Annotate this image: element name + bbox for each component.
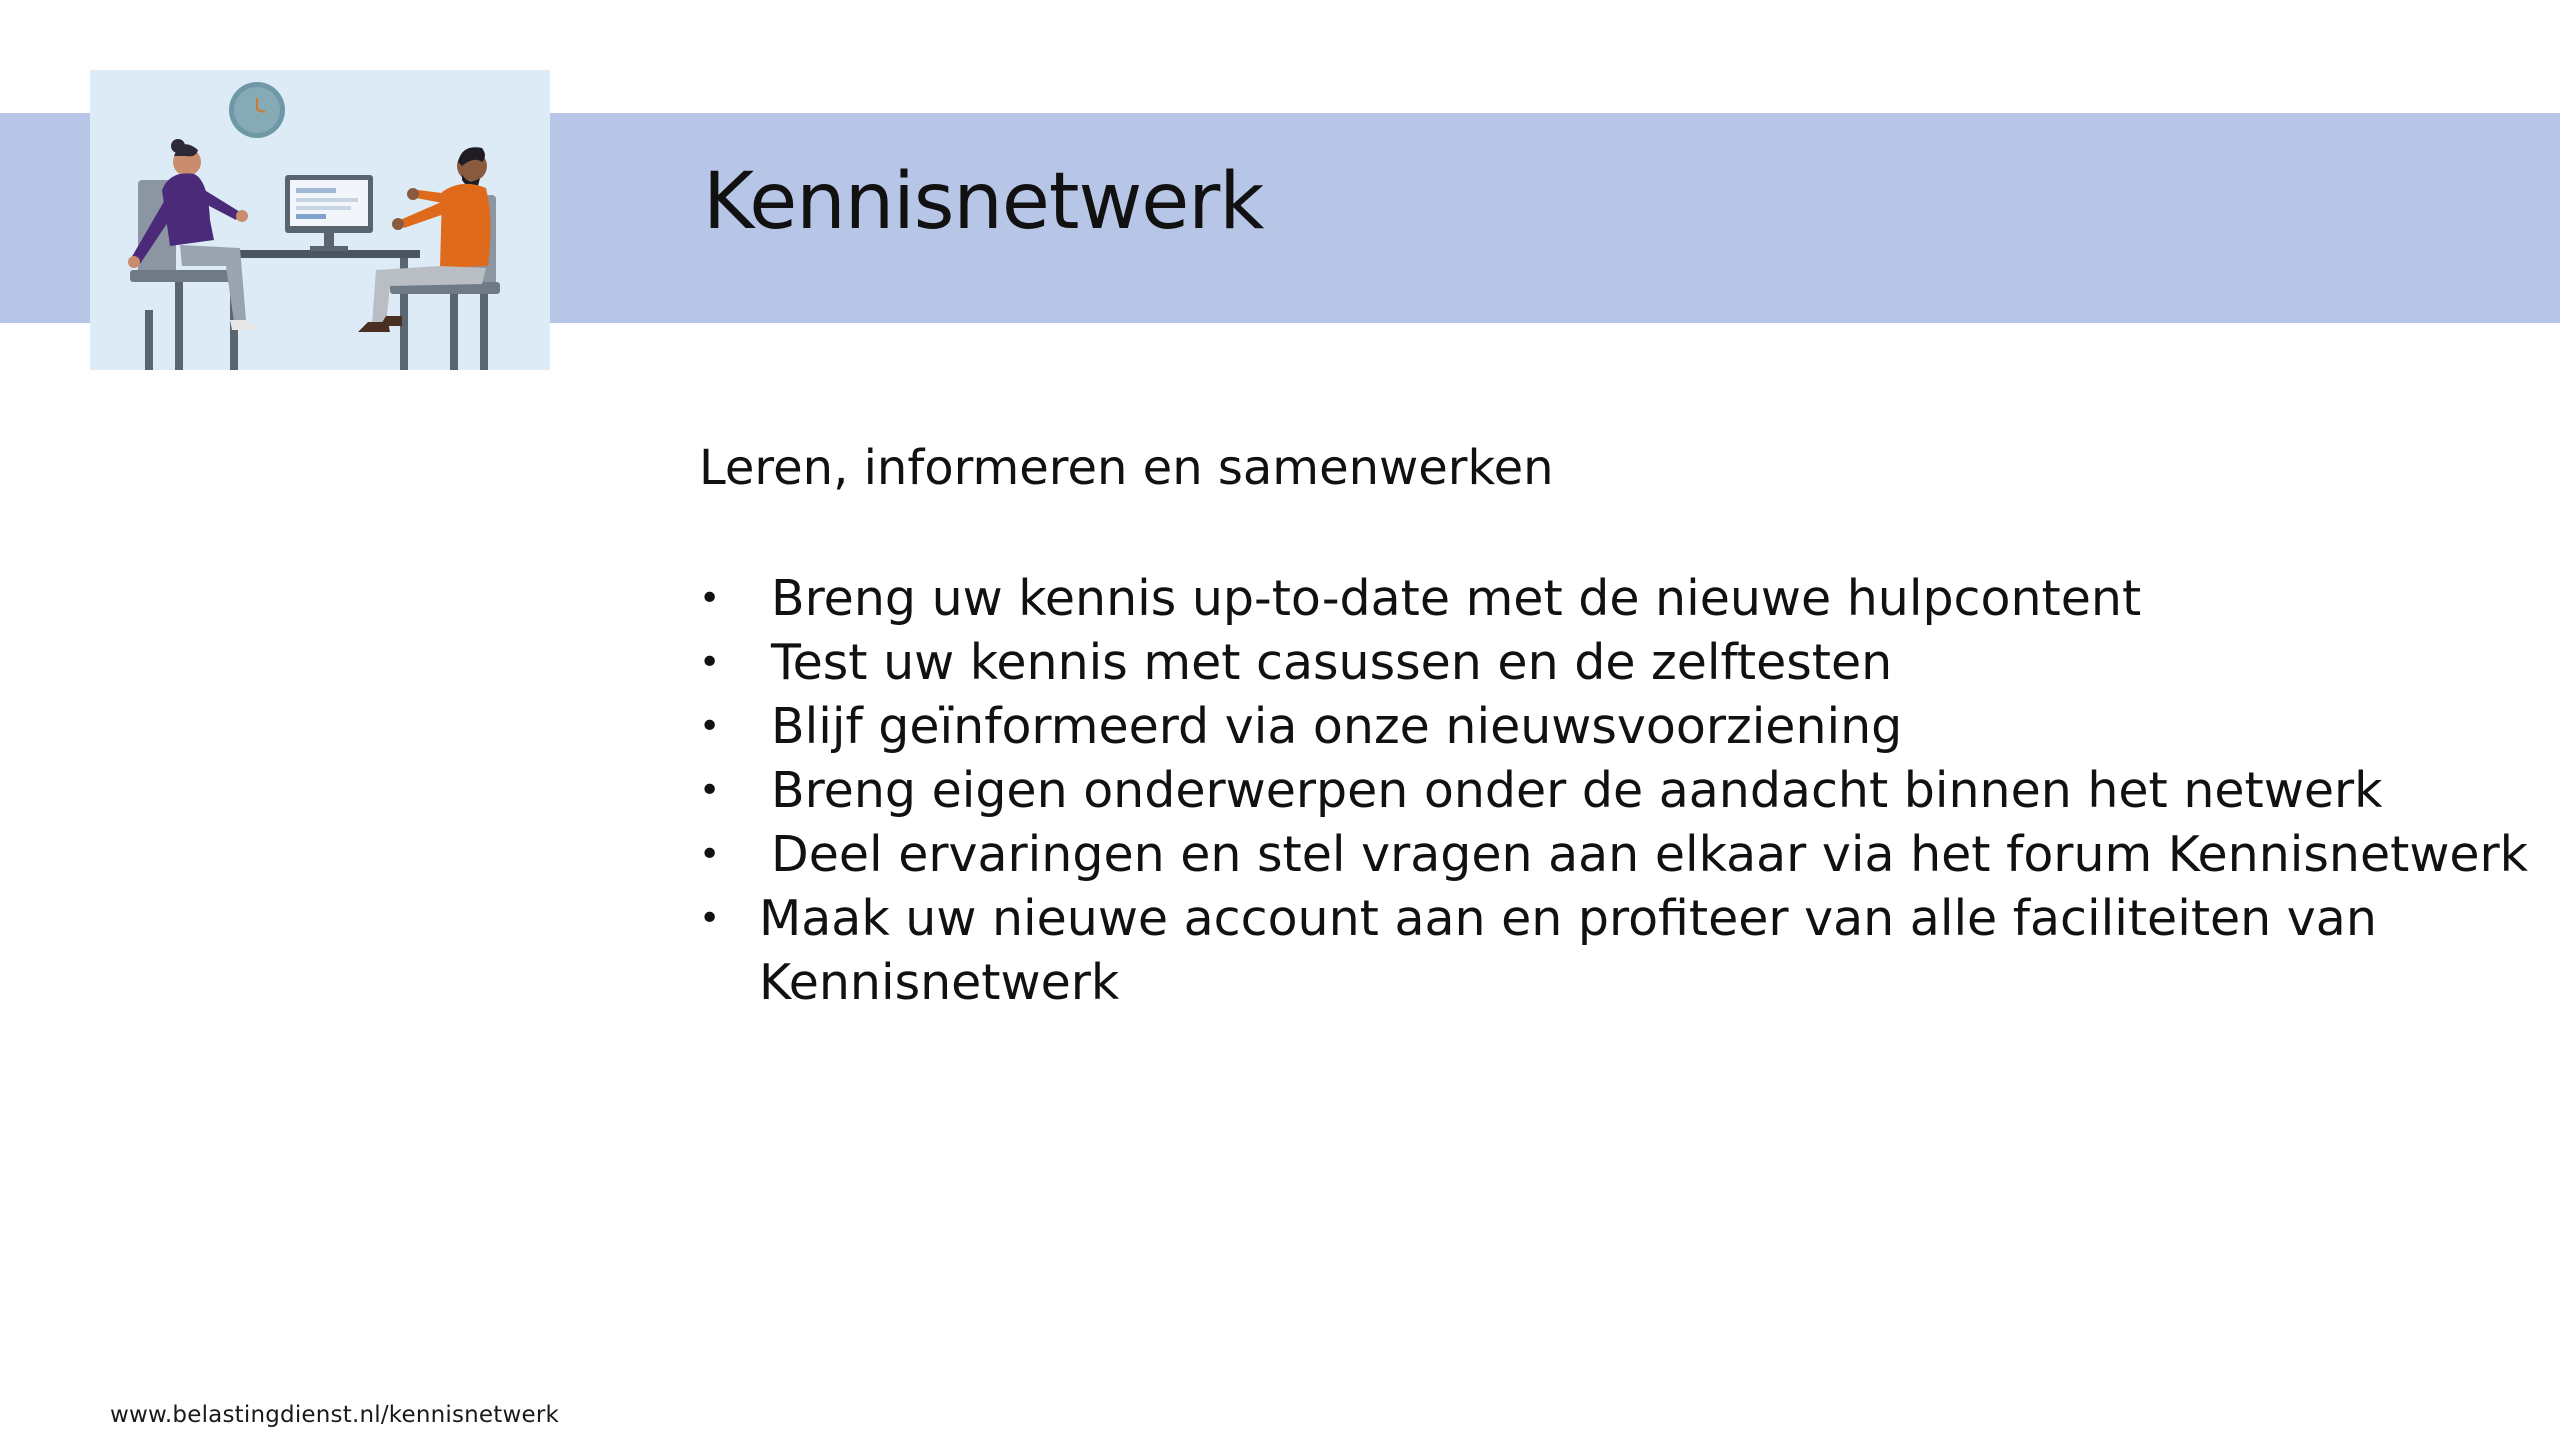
list-item bbox=[699, 695, 2539, 759]
bullet-dot-icon: • bbox=[699, 706, 721, 747]
bullet-list bbox=[699, 567, 2539, 1015]
bullet-dot-icon: • bbox=[699, 898, 721, 939]
list-item bbox=[699, 887, 2539, 1015]
list-item-text: Breng uw kennis up-to-date met de nieuwe hulpcontent bbox=[771, 570, 2142, 627]
list-item-text: Test uw kennis met casussen en de zelftesten bbox=[771, 634, 1893, 691]
meeting-illustration bbox=[90, 70, 550, 370]
list-item-text: Maak uw nieuwe account aan en profiteer van alle faciliteiten van Kennisnetwerk bbox=[759, 890, 2377, 1011]
list-item bbox=[699, 567, 2539, 631]
bullet-dot-icon: • bbox=[699, 770, 721, 811]
list-item bbox=[699, 823, 2539, 887]
footer-url: www.belastingdienst.nl/kennisnetwerk bbox=[110, 1402, 560, 1428]
list-item bbox=[699, 631, 2539, 695]
bullet-dot-icon: • bbox=[699, 578, 721, 619]
list-item-text: Breng eigen onderwerpen onder de aandacht binnen het netwerk bbox=[771, 762, 2383, 819]
bullet-dot-icon: • bbox=[699, 834, 721, 875]
list-item bbox=[699, 759, 2539, 823]
list-item-text: Deel ervaringen en stel vragen aan elkaar via het forum Kennisnetwerk bbox=[771, 826, 2529, 883]
slide-title: Kennisnetwerk bbox=[703, 157, 1264, 247]
slide-subtitle: Leren, informeren en samenwerken bbox=[699, 440, 1554, 496]
list-item-text: Blijf geïnformeerd via onze nieuwsvoorziening bbox=[771, 698, 1903, 755]
bullet-dot-icon: • bbox=[699, 642, 721, 683]
